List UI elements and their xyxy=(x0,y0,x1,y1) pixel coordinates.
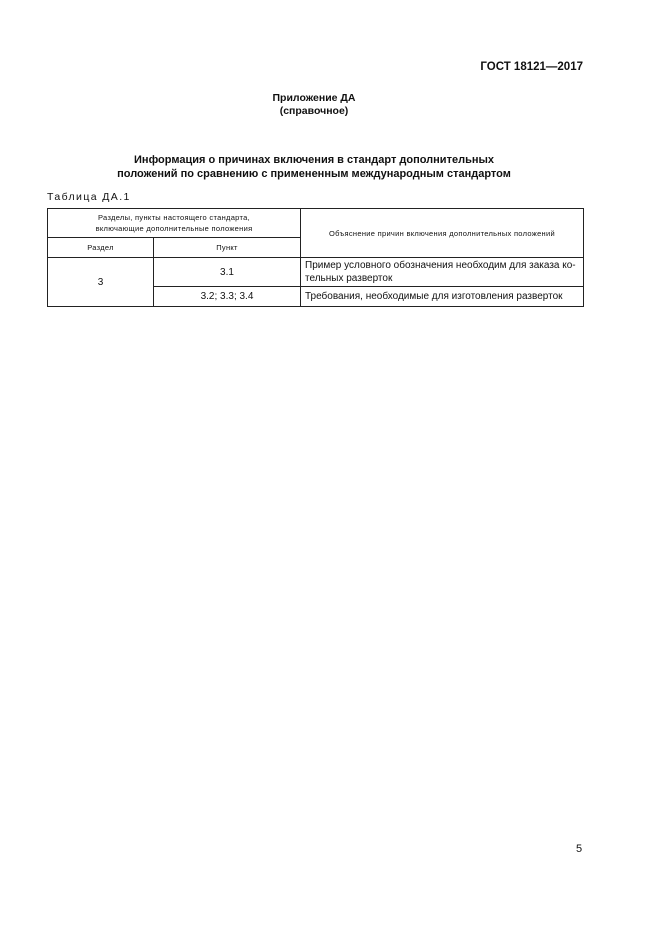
cell-section: 3 xyxy=(48,258,154,307)
header-text-line: Разделы, пункты настоящего стандарта, xyxy=(98,213,250,222)
cell-clause: 3.1 xyxy=(154,258,301,287)
table-caption: Таблица ДА.1 xyxy=(47,191,131,203)
header-text-line: включающие дополнительные положения xyxy=(95,224,253,233)
additional-provisions-table xyxy=(47,208,584,307)
cell-explanation: Требования, необходимые для изготовления разверток xyxy=(301,287,584,307)
header-sections-clauses xyxy=(48,209,301,238)
appendix-heading xyxy=(0,92,628,118)
page-number: 5 xyxy=(576,843,583,855)
section-title-line: положений по сравнению с примененным международным стандартом xyxy=(117,168,511,180)
cell-clause: 3.2; 3.3; 3.4 xyxy=(154,287,301,307)
cell-explanation xyxy=(301,258,584,287)
explanation-line: Пример условного обозначения необходим для заказа ко- xyxy=(305,260,576,271)
appendix-title: Приложение ДА xyxy=(272,92,356,104)
section-title xyxy=(0,153,628,181)
table-header-row xyxy=(48,209,584,238)
appendix-subtitle: (справочное) xyxy=(279,105,349,117)
section-title-line: Информация о причинах включения в стандарт дополнительных xyxy=(134,154,494,166)
header-explanation: Объяснение причин включения дополнительных положений xyxy=(301,209,584,258)
explanation-line: тельных разверток xyxy=(305,273,393,284)
header-clause: Пункт xyxy=(154,238,301,258)
header-section: Раздел xyxy=(48,238,154,258)
document-number: ГОСТ 18121—2017 xyxy=(480,61,583,73)
table-row xyxy=(48,258,584,287)
